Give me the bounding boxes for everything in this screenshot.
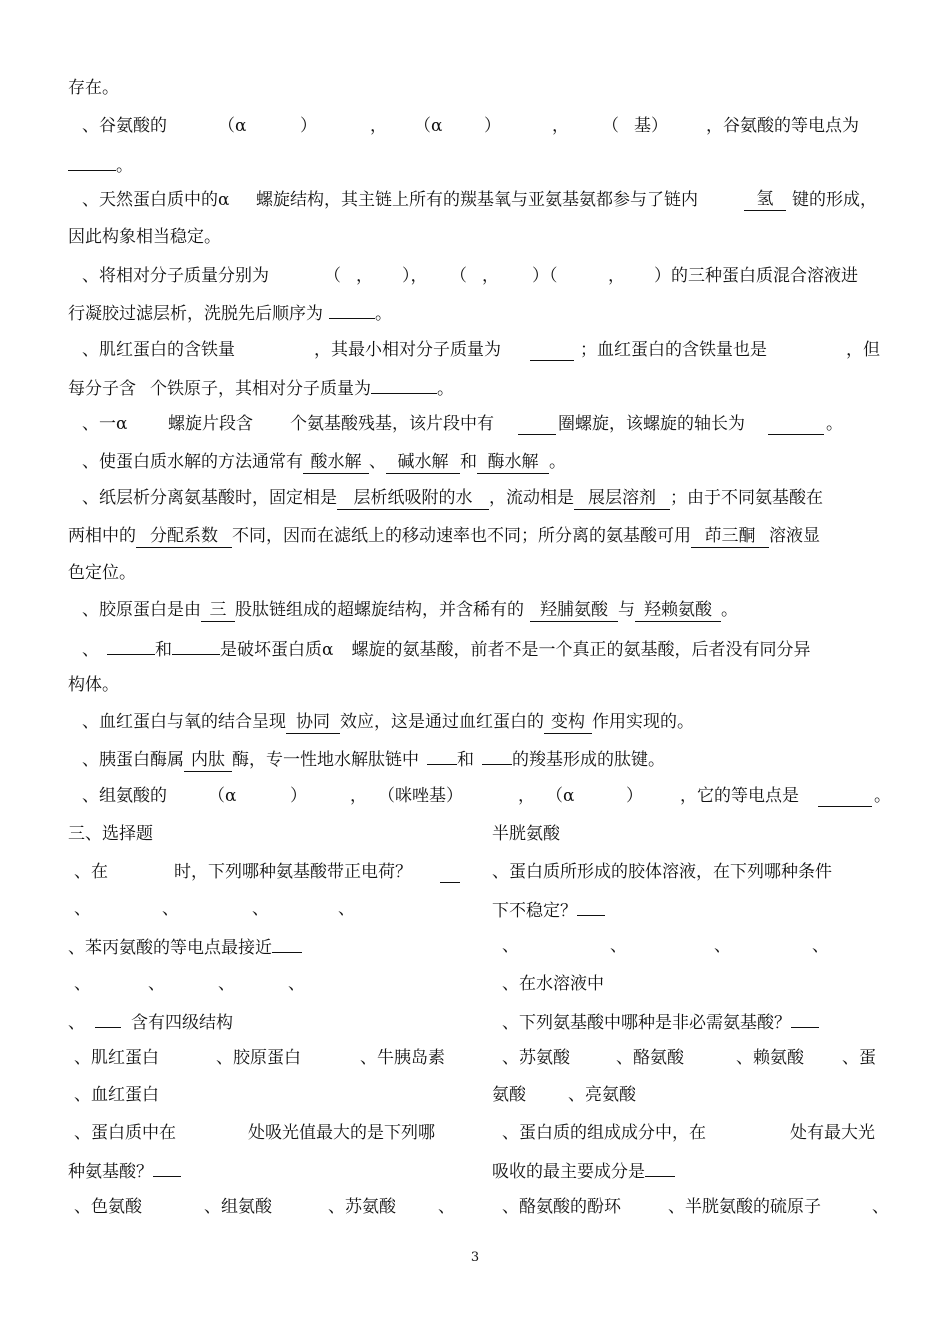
text: 。 (874, 786, 891, 806)
text: 的羧基形成的肽键。 (512, 750, 665, 770)
choice-option[interactable]: 、牛胰岛素 (360, 1048, 445, 1068)
text: 、谷氨酸的 (82, 116, 167, 136)
choice-option[interactable]: 、苏氨酸 (502, 1048, 570, 1068)
choice-option[interactable]: 、 (252, 899, 269, 919)
answer-blank[interactable] (371, 375, 437, 394)
text: 、蛋白质所形成的胶体溶液，在下列哪种条件 (492, 862, 832, 882)
text: 行凝胶过滤层析，洗脱先后顺序为 (68, 304, 323, 324)
text: 不同，因而在滤纸上的移动速率也不同；所分离的氨基酸可用 (232, 526, 691, 546)
text: ）（ (532, 266, 558, 286)
text: 、 (369, 452, 386, 472)
answer-blank[interactable] (95, 1009, 121, 1028)
answer-blank[interactable]: 变构 (544, 711, 592, 734)
text: 、下列氨基酸中哪种是非必需氨基酸？ (502, 1013, 791, 1033)
choice-option[interactable]: 、苏氨酸 (328, 1197, 396, 1217)
text: 、在 (74, 862, 108, 882)
answer-blank[interactable] (818, 788, 872, 807)
answer-blank[interactable] (153, 1158, 181, 1177)
text: 、蛋白质的组成成分中，在 (502, 1123, 706, 1143)
text: 圈螺旋，该螺旋的轴长为 (558, 414, 745, 434)
answer-blank[interactable] (645, 1158, 675, 1177)
text: ） (484, 116, 501, 136)
text: （α (546, 786, 575, 806)
choice-question (68, 1009, 233, 1035)
text: ） (300, 116, 317, 136)
answer-blank[interactable] (272, 934, 302, 953)
text: 下不稳定？ (492, 901, 577, 921)
text: 。 (437, 379, 454, 399)
text: ， (518, 786, 535, 806)
text: （ (324, 266, 341, 286)
text: 因此构象相当稳定。 (68, 227, 221, 247)
text: （ (602, 116, 619, 136)
choice-options (492, 822, 560, 846)
text: 、胶原蛋白是由 (82, 600, 201, 620)
text: ，谷氨酸的等电点为 (706, 116, 859, 136)
text: 个铁原子，其相对分子质量为 (150, 379, 371, 399)
text: 每分子含 (68, 379, 136, 399)
text: 和 (460, 452, 477, 472)
text: ， (482, 266, 499, 286)
answer-blank[interactable] (329, 300, 375, 319)
text: 、一α (82, 414, 128, 434)
text: ， (608, 266, 625, 286)
text: 、天然蛋白质中的α (82, 190, 230, 210)
text: 。 (375, 304, 392, 324)
text: 、血红蛋白与氧的结合呈现 (82, 712, 286, 732)
text: 个氨基酸残基，该片段中有 (290, 414, 494, 434)
choice-option[interactable]: 、 (812, 936, 829, 956)
choice-option[interactable]: 、 (288, 974, 305, 994)
text: （咪唑基） (378, 786, 463, 806)
text: 、 (82, 640, 99, 660)
text: 基） (634, 116, 668, 136)
question-line (82, 486, 823, 510)
choice-question (492, 897, 605, 923)
choice-option[interactable]: 、 (610, 936, 627, 956)
choice-question (68, 1158, 181, 1184)
answer-blank[interactable] (577, 897, 605, 916)
choice-option[interactable]: 、酪氨酸的酚环 (502, 1197, 621, 1217)
choice-option[interactable]: 、 (218, 974, 235, 994)
choice-question (68, 934, 302, 960)
text-line (68, 225, 221, 249)
choice-option[interactable]: 、血红蛋白 (74, 1085, 159, 1105)
question-line (82, 636, 810, 662)
text: 、 (68, 1013, 85, 1033)
choice-option[interactable]: 、肌红蛋白 (74, 1048, 159, 1068)
choice-option[interactable]: 半胱氨酸 (492, 824, 560, 844)
text: 、使蛋白质水解的方法通常有 (82, 452, 303, 472)
question-line (82, 598, 738, 622)
choice-option[interactable]: 、 (502, 936, 519, 956)
answer-blank[interactable] (791, 1009, 819, 1028)
answer-blank[interactable] (482, 746, 512, 765)
answer-blank[interactable]: 协同 (286, 711, 340, 734)
answer-blank[interactable] (68, 152, 116, 171)
answer-blank[interactable] (440, 864, 460, 883)
text: ，其最小相对分子质量为 (314, 340, 501, 360)
choice-option[interactable]: 、 (148, 974, 165, 994)
text-line (68, 673, 119, 697)
text: ， (356, 266, 373, 286)
choice-question (492, 1158, 675, 1184)
text: （α (414, 116, 443, 136)
choice-option[interactable]: 、组氨酸 (204, 1197, 272, 1217)
text: 两相中的 (68, 526, 136, 546)
answer-blank[interactable]: 内肽 (184, 749, 232, 772)
text: 、苯丙氨酸的等电点最接近 (68, 938, 272, 958)
text: ，但 (846, 340, 880, 360)
text: 时，下列哪种氨基酸带正电荷？ (174, 862, 412, 882)
answer-blank[interactable]: 碱水解 (386, 451, 460, 474)
text: ， (350, 786, 367, 806)
choice-option[interactable]: 、 (714, 936, 731, 956)
text: 键的形成， (792, 190, 877, 210)
choice-option[interactable]: 、半胱氨酸的硫原子 (668, 1197, 821, 1217)
text: 吸收的最主要成分是 (492, 1162, 645, 1182)
text: ， (370, 116, 387, 136)
choice-option[interactable]: 、胶原蛋白 (216, 1048, 301, 1068)
answer-blank[interactable]: 分配系数 (136, 525, 232, 548)
choice-options (68, 1083, 159, 1107)
question-line (68, 152, 133, 178)
section-heading (68, 822, 153, 846)
text: ，它的等电点是 (680, 786, 799, 806)
text: 股肽链组成的超螺旋结构，并含稀有的 (235, 600, 524, 620)
text: 作用实现的。 (592, 712, 694, 732)
text: 酶，专一性地水解肽链中 (232, 750, 419, 770)
choice-option[interactable]: 、色氨酸 (74, 1197, 142, 1217)
choice-option[interactable]: 、 (872, 1197, 889, 1217)
choice-option[interactable]: 、赖氨酸 (736, 1048, 804, 1068)
choice-option[interactable]: 、 (74, 899, 91, 919)
answer-blank[interactable] (518, 416, 556, 435)
text: 。 (549, 452, 566, 472)
text: 螺旋结构，其主链上所有的羰基氧与亚氨基氨都参与了链内 (256, 190, 698, 210)
text: 和 (457, 750, 474, 770)
answer-blank[interactable]: 酶水解 (477, 451, 549, 474)
choice-option[interactable]: 、 (338, 899, 355, 919)
question-line (68, 375, 454, 401)
text: 存在。 (68, 78, 119, 98)
text: 是破坏蛋白质α (220, 640, 334, 660)
choice-option[interactable]: 、蛋 (842, 1048, 876, 1068)
choice-option[interactable]: 、在水溶液中 (502, 974, 604, 994)
choice-option[interactable]: 、 (162, 899, 179, 919)
answer-blank[interactable] (530, 342, 574, 361)
text: ， (552, 116, 569, 136)
answer-blank[interactable]: 羟赖氨酸 (635, 599, 721, 622)
text: ；由于不同氨基酸在 (670, 488, 823, 508)
question-line (82, 710, 694, 734)
text: ） (290, 786, 307, 806)
text: 。 (826, 414, 843, 434)
text: 、蛋白质中在 (74, 1123, 176, 1143)
question-line (82, 746, 665, 772)
text: ，流动相是 (489, 488, 574, 508)
text: 种氨基酸？ (68, 1162, 153, 1182)
text: 色定位。 (68, 563, 136, 583)
answer-blank[interactable]: 酸水解 (303, 451, 369, 474)
text: 处有最大光 (790, 1123, 875, 1143)
text: 溶液显 (769, 526, 820, 546)
text: ） (626, 786, 643, 806)
answer-blank[interactable]: 层析纸吸附的水 (337, 487, 489, 510)
text: 含有四级结构 (131, 1013, 233, 1033)
text: 构体。 (68, 675, 119, 695)
question-line (68, 300, 392, 326)
answer-blank[interactable] (427, 746, 457, 765)
answer-blank[interactable] (172, 636, 220, 655)
text: ）， (402, 266, 428, 286)
text: （α (218, 116, 247, 136)
text: （ (450, 266, 467, 286)
text: 螺旋的氨基酸，前者不是一个真正的氨基酸，后者没有同分异 (351, 640, 811, 660)
choice-options (492, 972, 604, 996)
answer-blank[interactable]: 茚三酮 (691, 525, 769, 548)
text: ；血红蛋白的含铁量也是 (580, 340, 767, 360)
text: 、纸层析分离氨基酸时，固定相是 (82, 488, 337, 508)
text: 处吸光值最大的是下列哪 (248, 1123, 435, 1143)
choice-question (492, 860, 832, 884)
text-line (68, 76, 119, 100)
text: 、将相对分子质量分别为 (82, 266, 269, 286)
answer-blank[interactable]: 氢 (744, 188, 786, 211)
answer-blank[interactable] (107, 636, 155, 655)
question-line (68, 524, 820, 548)
answer-blank[interactable]: 三 (201, 599, 235, 622)
text: 氨酸 (492, 1085, 526, 1105)
text: 与 (618, 600, 635, 620)
choice-question (492, 1009, 819, 1035)
page-number: 3 (470, 1250, 480, 1265)
text: 、肌红蛋白的含铁量 (82, 340, 235, 360)
choice-option[interactable]: 、亮氨酸 (568, 1085, 636, 1105)
text-line (68, 561, 136, 585)
text: （α (208, 786, 237, 806)
text: 和 (155, 640, 172, 660)
text: 、组氨酸的 (82, 786, 167, 806)
text: 。 (721, 600, 738, 620)
answer-blank[interactable] (768, 416, 824, 435)
choice-option[interactable]: 、 (438, 1197, 455, 1217)
choice-option[interactable]: 、 (74, 974, 91, 994)
text: 、胰蛋白酶属 (82, 750, 184, 770)
text: 。 (116, 156, 133, 176)
answer-blank[interactable]: 展层溶剂 (574, 487, 670, 510)
question-line (82, 450, 566, 474)
text: 效应，这是通过血红蛋白的 (340, 712, 544, 732)
text: 三、选择题 (68, 824, 153, 844)
text: 螺旋片段含 (168, 414, 253, 434)
answer-blank[interactable]: 羟脯氨酸 (530, 599, 618, 622)
text: ）的三种蛋白质混合溶液进 (654, 266, 858, 286)
choice-option[interactable]: 、酪氨酸 (616, 1048, 684, 1068)
